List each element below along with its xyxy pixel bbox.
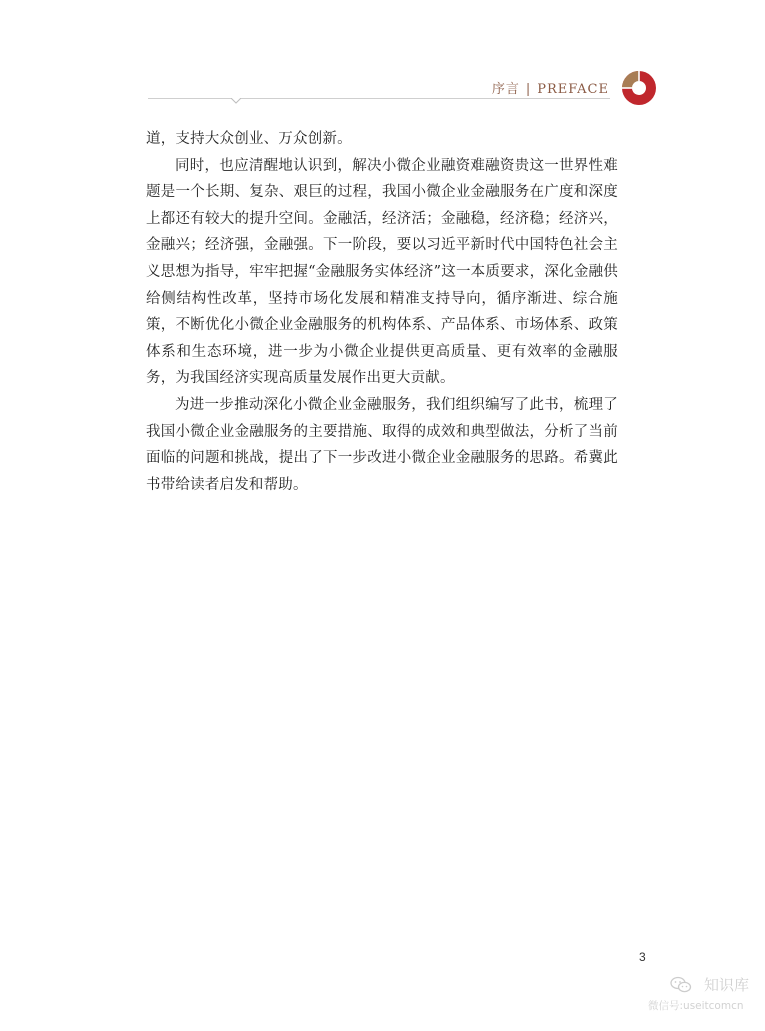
preface-body [146,126,618,498]
publisher-logo-icon [620,69,658,107]
section-title-separator: | [525,82,532,97]
watermark [648,972,760,1022]
watermark-account: 微信号:useitcomcn [648,1000,744,1012]
section-title-en: PREFACE [537,82,609,97]
header-rule [148,98,610,99]
header-rule-notch [231,98,241,104]
wechat-icon [670,976,692,994]
paragraph-continuation: 道，支持大众创业、万众创新。 [146,131,352,147]
section-title [492,78,609,97]
section-title-cn: 序言 [491,82,520,97]
paragraph: 为进一步推动深化小微企业金融服务，我们组织编写了此书，梳理了我国小微企业金融服务的主要措施、取得的成效和典型做法，分析了当前面临的问题和挑战，提出了下一步改进小微企业金融服务的思路。希冀此书带给读者启发和帮助。 [146,396,618,493]
page-number: 3 [639,950,646,964]
page-header [0,0,765,110]
watermark-name: 知识库 [704,976,750,994]
paragraph: 同时，也应清醒地认识到，解决小微企业融资难融资贵这一世界性难题是一个长期、复杂、艰巨的过程，我国小微企业金融服务在广度和深度上都还有较大的提升空间。金融活，经济活；金融稳，经济稳；经济兴，金融兴；经济强，金融强。下一阶段，要以习近平新时代中国特色社会主义思想为指导，牢牢把握“金融服务实体经济”这一本质要求，深化金融供给侧结构性改革，坚持市场化发展和精准支持导向，循序渐进、综合施策，不断优化小微企业金融服务的机构体系、产品体系、市场体系、政策体系和生态环境，进一步为小微企业提供更高质量、更有效率的金融服务，为我国经济实现高质量发展作出更大贡献。 [146,157,618,387]
